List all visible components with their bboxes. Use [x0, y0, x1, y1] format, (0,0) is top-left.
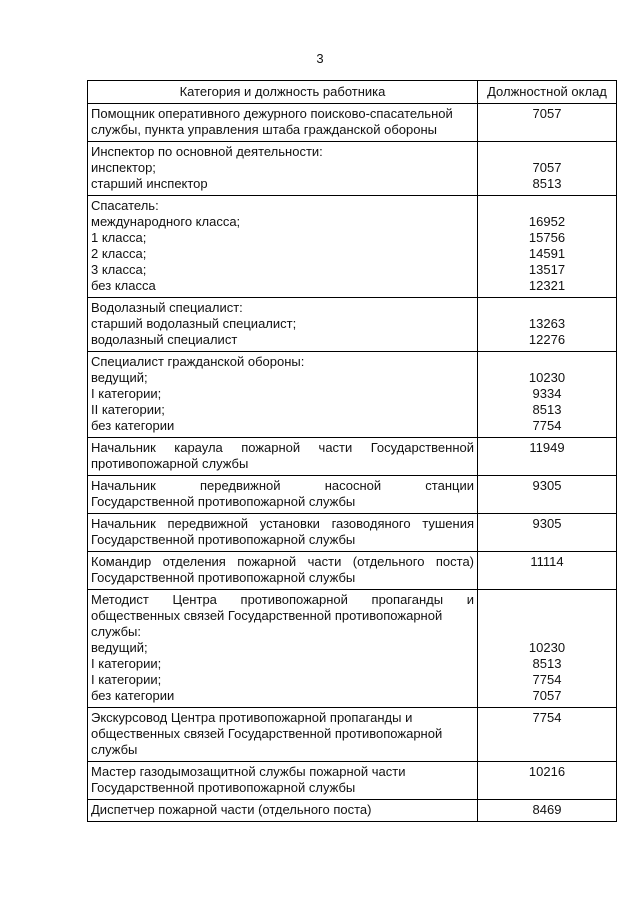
salary-value: 7754 — [532, 710, 562, 725]
salary-value: 11114 — [530, 554, 564, 569]
table-row — [88, 438, 617, 476]
salary-value: 7057 — [532, 106, 562, 121]
salary-value — [481, 592, 613, 608]
salary-value: 7057 — [532, 688, 562, 703]
table-row — [88, 352, 617, 438]
position-cell — [88, 552, 478, 590]
salary-value — [481, 726, 613, 742]
salary-value — [481, 122, 613, 138]
position-line: I категории; — [91, 672, 162, 687]
position-line: без класса — [91, 278, 156, 293]
page-number: 3 — [316, 51, 324, 66]
position-line: без категории — [91, 688, 175, 703]
position-line: Инспектор по основной деятельности: — [91, 144, 323, 159]
position-cell — [88, 298, 478, 352]
position-line: общественных связей Государственной противопожарной — [91, 726, 443, 741]
table-row — [88, 476, 617, 514]
salary-value — [481, 144, 613, 160]
position-line: общественных связей Государственной противопожарной — [91, 608, 443, 623]
salary-value: 14591 — [528, 246, 566, 261]
table-row — [88, 298, 617, 352]
salary-value — [481, 780, 613, 796]
position-line: Государственной противопожарной службы — [91, 532, 356, 547]
position-line: Начальник передвижной насосной станции — [91, 478, 474, 493]
salary-cell — [478, 298, 617, 352]
salary-value — [481, 198, 613, 214]
salary-value: 9305 — [532, 478, 562, 493]
position-cell — [88, 514, 478, 552]
salary-value: 12276 — [528, 332, 566, 347]
salary-value — [481, 494, 613, 510]
table-row — [88, 708, 617, 762]
salary-value: 12321 — [528, 278, 566, 293]
salary-value — [481, 300, 613, 316]
position-cell — [88, 762, 478, 800]
position-line: Государственной противопожарной службы — [91, 494, 356, 509]
position-line: ведущий; — [91, 640, 148, 655]
table-row — [88, 590, 617, 708]
salary-value: 16952 — [528, 214, 566, 229]
position-line: старший водолазный специалист; — [91, 316, 297, 331]
position-cell — [88, 104, 478, 142]
position-line: инспектор; — [91, 160, 156, 175]
salary-cell — [478, 352, 617, 438]
position-line: противопожарной службы — [91, 456, 249, 471]
position-line: службы: — [91, 624, 141, 639]
position-line: Водолазный специалист: — [91, 300, 243, 315]
salary-value: 15756 — [528, 230, 566, 245]
position-line: международного класса; — [91, 214, 241, 229]
salary-value: 10230 — [528, 370, 566, 385]
salary-value: 7754 — [532, 672, 562, 687]
position-line: 2 класса; — [91, 246, 147, 261]
position-cell — [88, 142, 478, 196]
position-line: Начальник караула пожарной части Государственной — [91, 440, 474, 455]
table-row — [88, 514, 617, 552]
position-cell — [88, 438, 478, 476]
salary-cell — [478, 142, 617, 196]
salary-cell — [478, 708, 617, 762]
salary-value: 8513 — [532, 402, 562, 417]
salary-value: 9334 — [532, 386, 562, 401]
header-salary: Должностной оклад — [478, 81, 617, 104]
position-cell — [88, 800, 478, 822]
table-row — [88, 552, 617, 590]
position-cell — [88, 476, 478, 514]
table-row — [88, 196, 617, 298]
position-line: I категории; — [91, 656, 162, 671]
salary-value — [481, 456, 613, 472]
table-row — [88, 104, 617, 142]
position-line: Государственной противопожарной службы — [91, 570, 356, 585]
salary-table — [87, 80, 617, 822]
salary-value: 8513 — [532, 176, 562, 191]
position-cell — [88, 708, 478, 762]
table-body — [88, 104, 617, 822]
table-row — [88, 142, 617, 196]
position-line: II категории; — [91, 402, 165, 417]
salary-cell — [478, 552, 617, 590]
position-line: старший инспектор — [91, 176, 208, 191]
position-line: 3 класса; — [91, 262, 147, 277]
position-line: ведущий; — [91, 370, 148, 385]
position-line: Диспетчер пожарной части (отдельного поста) — [91, 802, 372, 817]
position-line: водолазный специалист — [91, 332, 238, 347]
position-line: Командир отделения пожарной части (отдельного поста) — [91, 554, 474, 569]
salary-value: 10216 — [528, 764, 566, 779]
position-line: Мастер газодымозащитной службы пожарной части — [91, 764, 406, 779]
position-line: Методист Центра противопожарной пропаганды и — [91, 592, 474, 607]
position-line: Начальник передвижной установки газоводяного тушения — [91, 516, 474, 531]
salary-value: 7057 — [532, 160, 562, 175]
salary-value: 11949 — [529, 440, 565, 455]
salary-cell — [478, 476, 617, 514]
position-line: 1 класса; — [91, 230, 147, 245]
salary-cell — [478, 514, 617, 552]
salary-value: 10230 — [528, 640, 566, 655]
salary-value — [481, 354, 613, 370]
position-cell — [88, 352, 478, 438]
position-line: Помощник оперативного дежурного поисково-спасательной — [91, 106, 453, 121]
header-category: Категория и должность работника — [88, 81, 478, 104]
table-header-row — [88, 81, 617, 104]
position-line: Спасатель: — [91, 198, 159, 213]
salary-value — [481, 532, 613, 548]
salary-value: 8469 — [532, 802, 562, 817]
position-line: службы, пункта управления штаба гражданской обороны — [91, 122, 437, 137]
salary-cell — [478, 196, 617, 298]
salary-value — [481, 742, 613, 758]
position-line: Государственной противопожарной службы — [91, 780, 356, 795]
salary-cell — [478, 438, 617, 476]
salary-value: 7754 — [532, 418, 562, 433]
position-cell — [88, 590, 478, 708]
position-line: Экскурсовод Центра противопожарной пропаганды и — [91, 710, 413, 725]
position-cell — [88, 196, 478, 298]
salary-cell — [478, 800, 617, 822]
salary-value: 13263 — [528, 316, 566, 331]
position-line: без категории — [91, 418, 175, 433]
position-line: службы — [91, 742, 138, 757]
salary-value — [481, 570, 613, 586]
salary-cell — [478, 104, 617, 142]
table-row — [88, 762, 617, 800]
salary-value: 8513 — [532, 656, 562, 671]
salary-value: 9305 — [532, 516, 562, 531]
position-line: I категории; — [91, 386, 162, 401]
salary-value: 13517 — [528, 262, 566, 277]
salary-cell — [478, 762, 617, 800]
table-row — [88, 800, 617, 822]
position-line: Специалист гражданской обороны: — [91, 354, 305, 369]
salary-value — [481, 608, 613, 624]
salary-value — [481, 624, 613, 640]
salary-cell — [478, 590, 617, 708]
